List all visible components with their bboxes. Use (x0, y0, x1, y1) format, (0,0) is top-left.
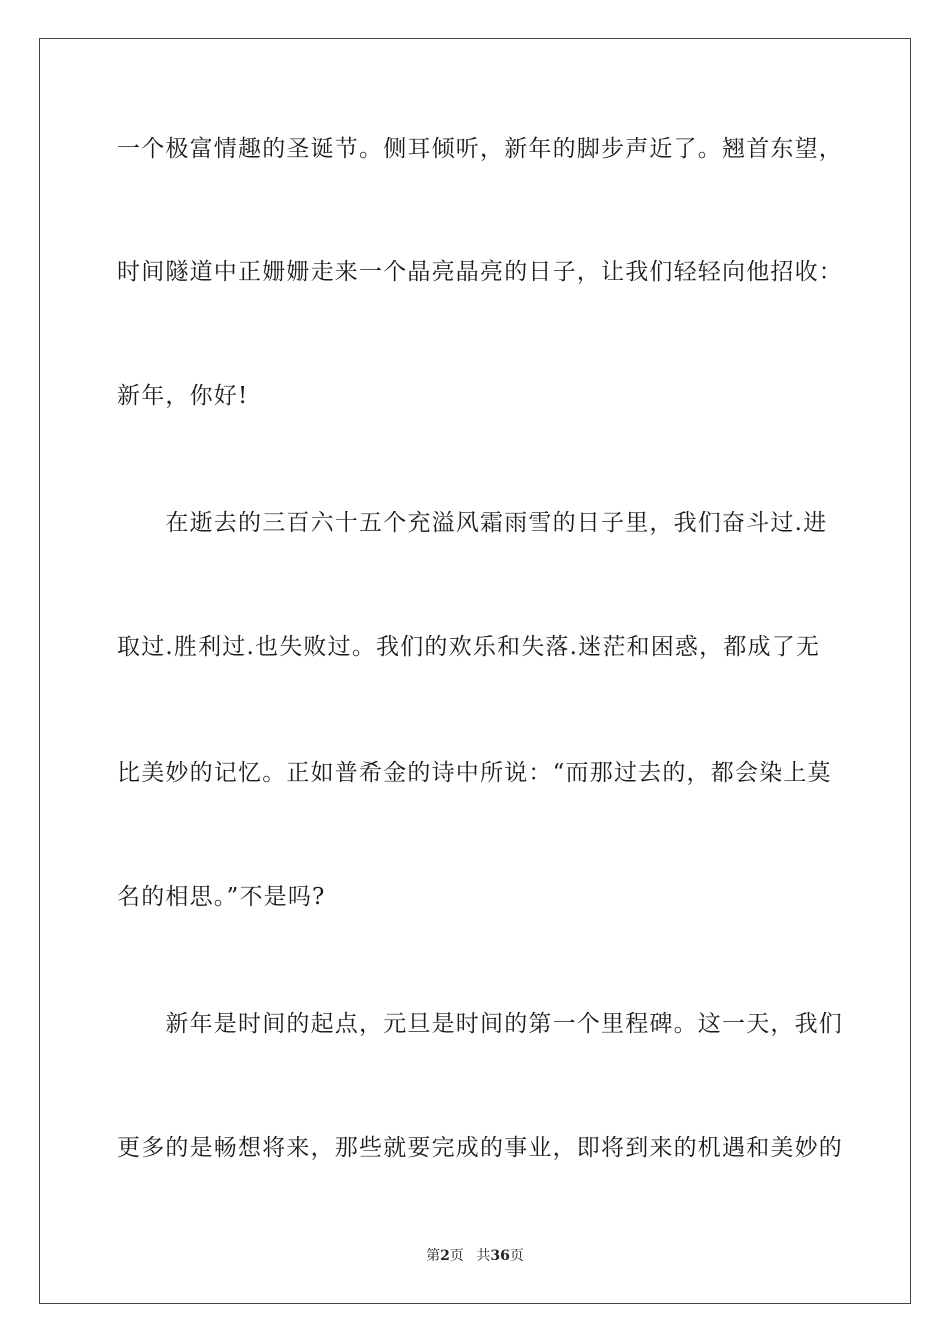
text-line-7: 名的相思。”不是吗? (117, 884, 326, 910)
total-suffix: 页 (509, 1248, 524, 1264)
text-line-6: 比美妙的记忆。正如普希金的诗中所说：“而那过去的，都会染上莫 (117, 760, 832, 786)
total-prefix: 共 (476, 1248, 491, 1264)
text-line-3: 新年，你好! (117, 383, 249, 409)
text-line-4: 在逝去的三百六十五个充溢风霜雨雪的日子里，我们奋斗过.进 (117, 510, 828, 536)
page-number: 2 (440, 1248, 450, 1264)
text-line-9: 更多的是畅想将来，那些就要完成的事业，即将到来的机遇和美妙的 (117, 1135, 843, 1161)
text-line-1: 一个极富情趣的圣诞节。侧耳倾听，新年的脚步声近了。翘首东望， (117, 136, 843, 162)
page-footer (0, 1247, 950, 1265)
text-line-8: 新年是时间的起点，元旦是时间的第一个里程碑。这一天，我们 (117, 1011, 843, 1037)
page-suffix: 页 (449, 1248, 464, 1264)
total-number: 36 (490, 1248, 510, 1264)
text-line-5: 取过.胜利过.也失败过。我们的欢乐和失落.迷茫和困惑，都成了无 (117, 634, 821, 660)
page-border (39, 38, 911, 1304)
page-indicator (426, 1248, 464, 1264)
page-prefix: 第 (426, 1248, 441, 1264)
total-indicator (476, 1248, 523, 1264)
text-line-2: 时间隧道中正姗姗走来一个晶亮晶亮的日子，让我们轻轻向他招收： (117, 259, 843, 285)
